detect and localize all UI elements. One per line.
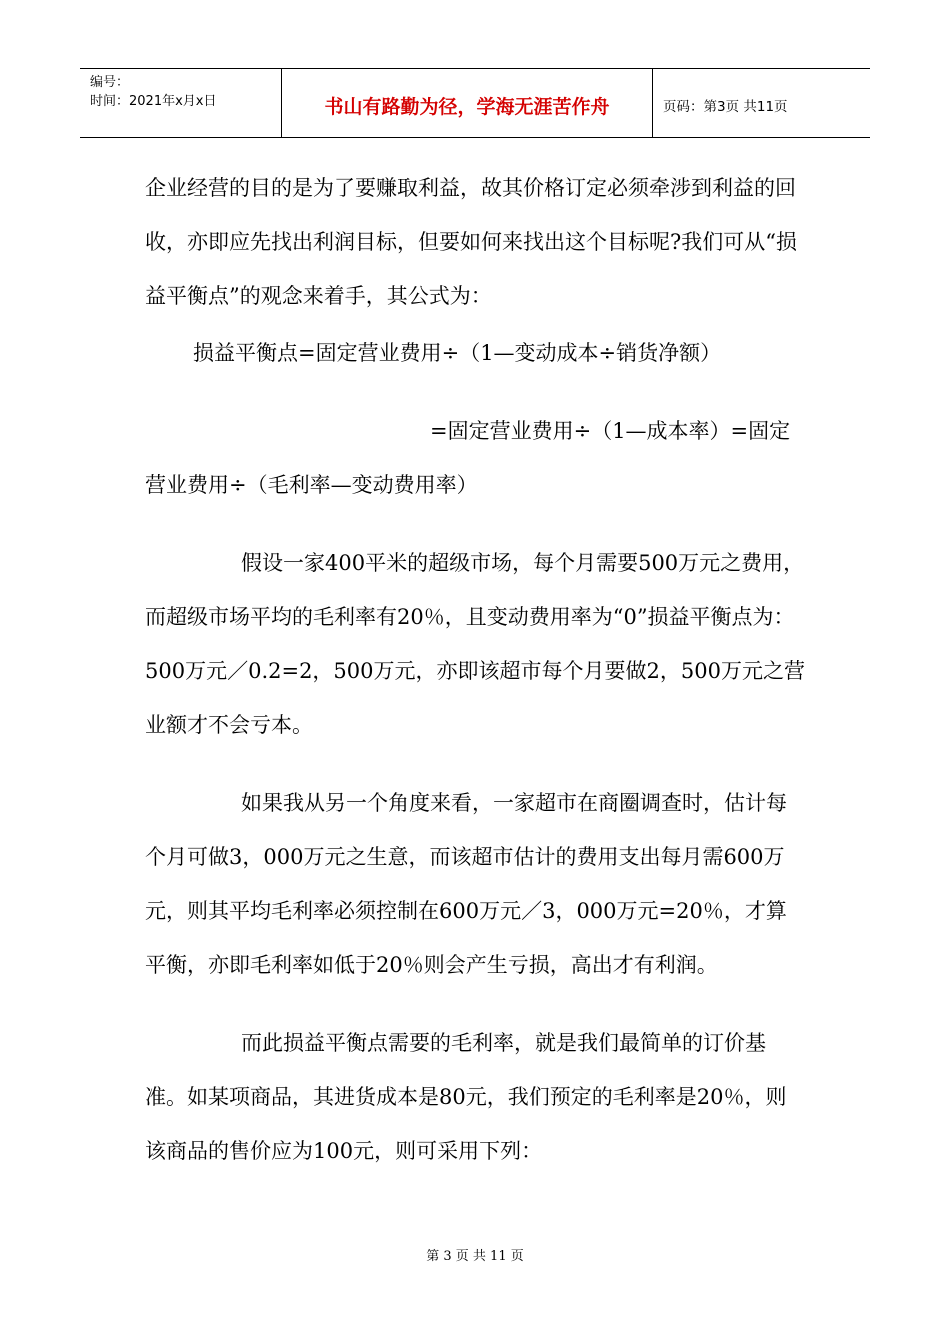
paragraph-example-1: 假设一家400平米的超级市场，每个月需要500万元之费用，而超级市场平均的毛利率有20％，且变动费用率为“0”损益平衡点为：500万元／0.2=2，500万元，亦即该超市每个月要做2，500万元之营业额才不会亏本。 — [145, 551, 805, 737]
formula-breakeven-cont — [145, 404, 805, 512]
page-header — [80, 68, 870, 138]
header-meta — [80, 69, 282, 137]
header-time-label: 时间：2021年x月x日 — [90, 94, 217, 109]
header-page-label: 页码：第3页 共11页 — [663, 99, 788, 115]
formula-breakeven: 损益平衡点=固定营业费用÷（1—变动成本÷销货净额） — [193, 341, 722, 365]
document-body — [145, 161, 805, 1178]
paragraph-intro: 企业经营的目的是为了要赚取利益，故其价格订定必须牵涉到利益的回收，亦即应先找出利润目标，但要如何来找出这个目标呢?我们可从“损益平衡点”的观念来着手，其公式为： — [145, 176, 797, 308]
paragraph-pricing-basis: 而此损益平衡点需要的毛利率，就是我们最简单的订价基准。如某项商品，其进货成本是80元，我们预定的毛利率是20％，则该商品的售价应为100元，则可采用下列： — [145, 1031, 787, 1163]
paragraph-example-2: 如果我从另一个角度来看，一家超市在商圈调查时，估计每个月可做3，000万元之生意，而该超市估计的费用支出每月需600万元，则其平均毛利率必须控制在600万元／3，000万元=20％，才算平衡，亦即毛利率如低于20％则会产生亏损，高出才有利润。 — [145, 791, 787, 977]
header-number-label: 编号： — [90, 75, 130, 90]
header-motto: 书山有路勤为径，学海无涯苦作舟 — [282, 69, 653, 137]
page-footer: 第 3 页 共 11 页 — [426, 1249, 524, 1264]
formula-breakeven-cont-text: =固定营业费用÷（1—成本率）=固定营业费用÷（毛利率—变动费用率） — [145, 419, 791, 497]
